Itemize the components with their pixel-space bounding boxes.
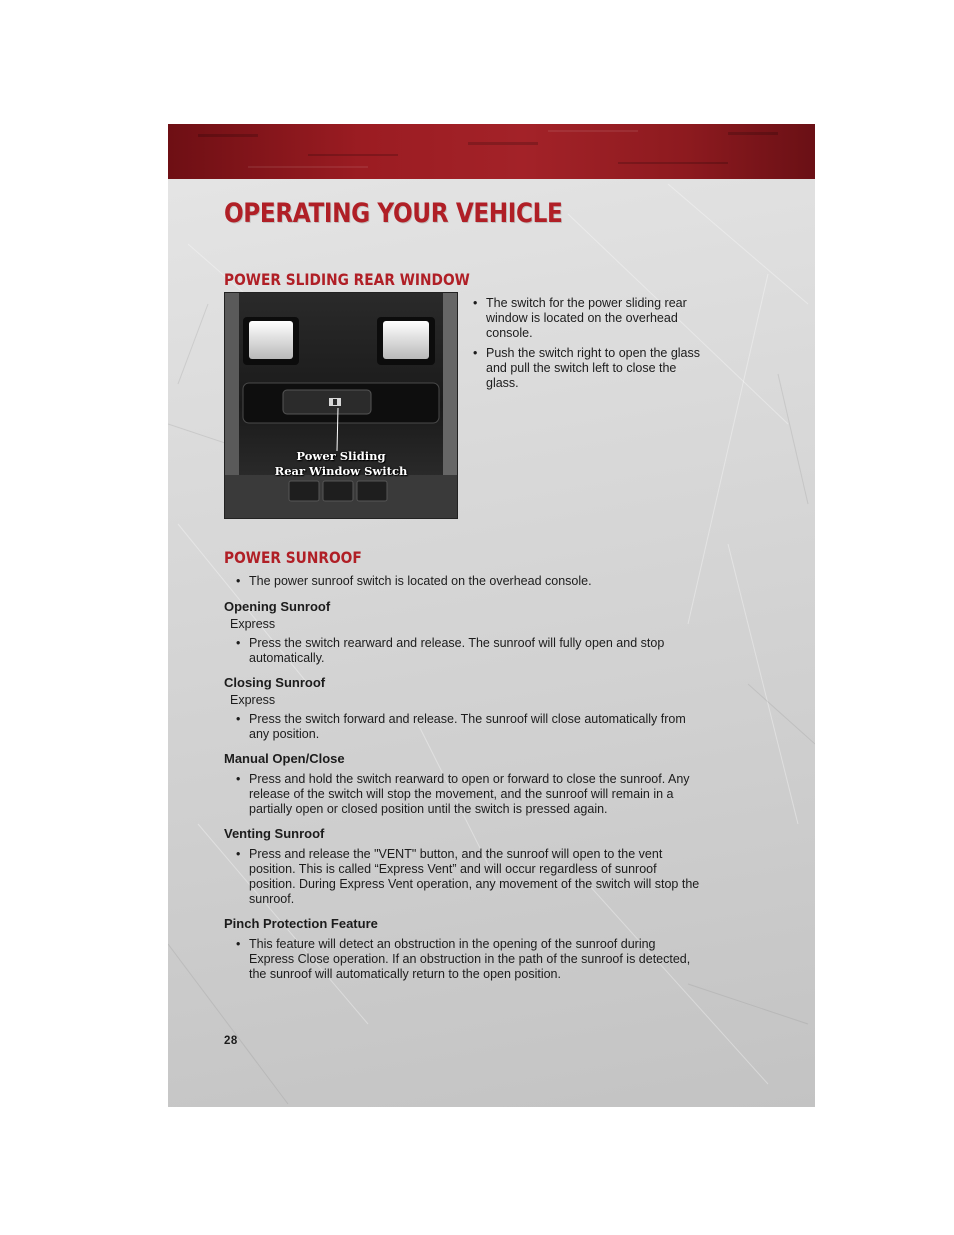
list-item: • Push the switch right to open the glass and pull the switch left to close the glass. (473, 346, 705, 391)
opening-sunroof-heading: Opening Sunroof (224, 599, 331, 614)
list-item: • Press and release the "VENT" button, and the sunroof will open to the vent position. This is called “Express Vent” and will occur regardless of sunroof position. During Express Vent operation, any movement of the switch will stop the sunroof. (236, 847, 704, 907)
sunroof-content (224, 574, 704, 987)
photo-caption-line2: Rear Window Switch (274, 464, 408, 478)
pinch-protection-list (236, 937, 704, 982)
page-number: 28 (224, 1035, 238, 1047)
manual-open-close-list (236, 772, 704, 817)
closing-sunroof-label: Express (230, 693, 276, 707)
manual-open-close-heading: Manual Open/Close (224, 751, 345, 766)
list-item: • The power sunroof switch is located on the overhead console. (236, 574, 704, 589)
rear-window-bullets (473, 296, 705, 396)
venting-sunroof-heading: Venting Sunroof (224, 826, 325, 841)
closing-sunroof-list (236, 712, 704, 742)
overhead-console-photo (224, 292, 458, 519)
sunroof-intro-list (236, 574, 704, 589)
opening-sunroof-list (236, 636, 704, 666)
chapter-title: OPERATING YOUR VEHICLE (224, 198, 563, 229)
right-dome-lamp (377, 317, 435, 365)
section-title-sunroof: POWER SUNROOF (224, 548, 362, 567)
photo-caption-line1: Power Sliding (296, 449, 386, 463)
section-title-rear-window: POWER SLIDING REAR WINDOW (224, 270, 470, 289)
pinch-protection-heading: Pinch Protection Feature (224, 916, 378, 931)
header-band (168, 124, 815, 179)
opening-sunroof-label: Express (230, 617, 276, 631)
list-item: • This feature will detect an obstruction in the opening of the sunroof during Express Close operation. If an obstruction in the path of the sunroof is detected, the sunroof will automatically return to the open position. (236, 937, 704, 982)
overhead-console-illustration (225, 293, 457, 518)
closing-sunroof-heading: Closing Sunroof (224, 675, 326, 690)
window-switch-icon (329, 398, 341, 406)
list-item: • Press the switch forward and release. The sunroof will close automatically from any position. (236, 712, 704, 742)
header-band-texture (168, 124, 815, 179)
venting-sunroof-list (236, 847, 704, 907)
list-item: • The switch for the power sliding rear window is located on the overhead console. (473, 296, 705, 341)
list-item: • Press and hold the switch rearward to open or forward to close the sunroof. Any release of the switch will stop the movement, and the sunroof will remain in a partially open or closed position until the switch is pressed again. (236, 772, 704, 817)
manual-page (168, 124, 815, 1107)
left-dome-lamp (243, 317, 299, 365)
list-item: • Press the switch rearward and release. The sunroof will fully open and stop automatically. (236, 636, 704, 666)
